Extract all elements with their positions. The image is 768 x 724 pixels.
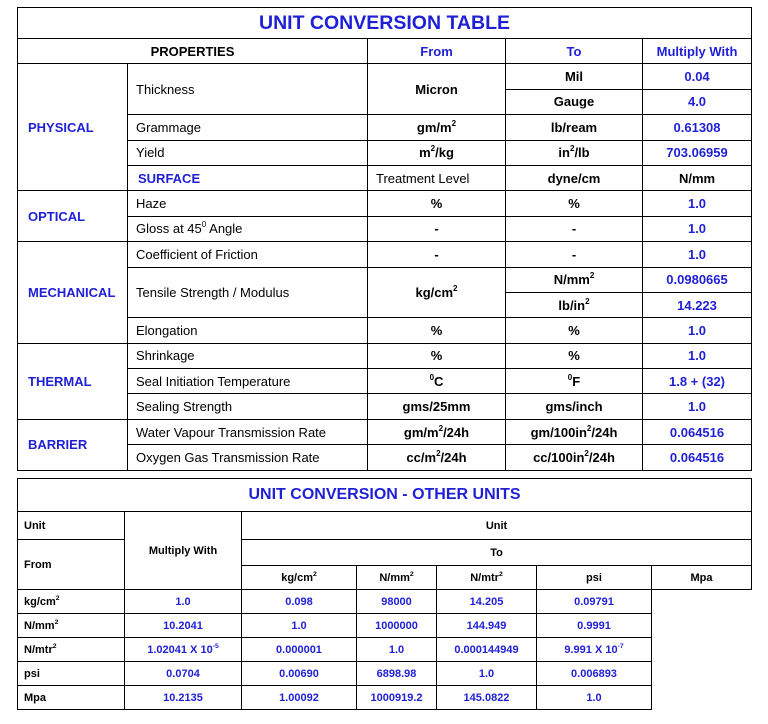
to-cell: $cc/100in^2/24h$ <box>506 445 643 470</box>
value-cell: 1000000 <box>357 614 437 638</box>
table-row <box>18 614 752 638</box>
property-cell: Grammage <box>128 115 368 140</box>
table-row <box>18 590 752 614</box>
value-cell: 1.0 <box>437 662 537 686</box>
multiply-cell: 703.06959 <box>643 140 752 165</box>
header-properties: PROPERTIES <box>18 39 368 64</box>
to-cell: Gauge <box>506 89 643 114</box>
value-cell: 98000 <box>357 590 437 614</box>
table-row <box>18 662 752 686</box>
table-row <box>18 267 752 292</box>
value-cell: 6898.98 <box>357 662 437 686</box>
to-cell: % <box>506 343 643 368</box>
to-cell: gms/inch <box>506 394 643 419</box>
value-cell: 0.098 <box>242 590 357 614</box>
row-label: psi <box>18 662 125 686</box>
column-header: N/mtr$^2$ <box>437 566 537 590</box>
value-cell: 9.991 X $10^{-7}$ <box>537 638 652 662</box>
value-cell: 14.205 <box>437 590 537 614</box>
value-cell: 0.000144949 <box>437 638 537 662</box>
multiply-cell: 1.0 <box>643 318 752 343</box>
to-cell: $gm/100in^2/24h$ <box>506 419 643 444</box>
value-cell: 1.0 <box>357 638 437 662</box>
to-label: To <box>242 540 752 566</box>
from-cell: $^0$C <box>368 369 506 394</box>
multiply-with-label: Multiply With <box>125 512 242 590</box>
to-cell: $in^2/lb$ <box>506 140 643 165</box>
category-mechanical: MECHANICAL <box>18 242 128 344</box>
column-header: psi <box>537 566 652 590</box>
value-cell: 1000919.2 <box>357 686 437 710</box>
property-cell: Shrinkage <box>128 343 368 368</box>
to-cell: $^0$F <box>506 369 643 394</box>
multiply-cell: 14.223 <box>643 292 752 317</box>
property-cell: Coefficient of Friction <box>128 242 368 267</box>
property-cell: Oxygen Gas Transmission Rate <box>128 445 368 470</box>
row-label: $kg/cm^2$ <box>18 590 125 614</box>
property-cell: Thickness <box>128 64 368 115</box>
value-cell: 10.2041 <box>125 614 242 638</box>
property-cell: Yield <box>128 140 368 165</box>
multiply-cell: 1.0 <box>643 394 752 419</box>
from-label: From <box>18 540 125 590</box>
to-cell: lb/ream <box>506 115 643 140</box>
to-cell: Mil <box>506 64 643 89</box>
category-optical: OPTICAL <box>18 191 128 242</box>
property-cell: Haze <box>128 191 368 216</box>
table-row <box>18 419 752 444</box>
from-cell: - <box>368 242 506 267</box>
property-cell: Sealing Strength <box>128 394 368 419</box>
value-cell: 1.00092 <box>242 686 357 710</box>
table-row <box>18 318 752 343</box>
unit-conversion-table <box>17 7 752 471</box>
to-cell: % <box>506 318 643 343</box>
table-row <box>18 216 752 241</box>
multiply-cell: 4.0 <box>643 89 752 114</box>
property-cell: Gloss at $45^0$ Angle <box>128 216 368 241</box>
value-cell: 0.0704 <box>125 662 242 686</box>
table-row <box>18 394 752 419</box>
from-cell: $cc/m^2/24h$ <box>368 445 506 470</box>
table-row <box>18 686 752 710</box>
from-cell: $kg/cm^2$ <box>368 267 506 318</box>
property-cell: Seal Initiation Temperature <box>128 369 368 394</box>
multiply-cell: 1.8 + (32) <box>643 369 752 394</box>
value-cell: 0.09791 <box>537 590 652 614</box>
property-cell: Treatment Level <box>368 165 506 190</box>
multiply-cell: 1.0 <box>643 191 752 216</box>
table-row <box>18 445 752 470</box>
header-from: From <box>368 39 506 64</box>
table-row <box>18 140 752 165</box>
to-cell: $N/mm^2$ <box>506 267 643 292</box>
table-title: UNIT CONVERSION TABLE <box>18 8 752 39</box>
to-cell: - <box>506 216 643 241</box>
from-cell: $gm/m^2$ <box>368 115 506 140</box>
table-row <box>18 638 752 662</box>
to-cell: % <box>506 191 643 216</box>
value-cell: 145.0822 <box>437 686 537 710</box>
table-title: UNIT CONVERSION - OTHER UNITS <box>18 479 752 512</box>
category-surface: SURFACE <box>128 165 368 190</box>
category-thermal: THERMAL <box>18 343 128 419</box>
value-cell: 0.9991 <box>537 614 652 638</box>
property-cell: Water Vapour Transmission Rate <box>128 419 368 444</box>
multiply-cell: 1.0 <box>643 216 752 241</box>
from-cell: % <box>368 191 506 216</box>
value-cell: 1.0 <box>537 686 652 710</box>
category-barrier: BARRIER <box>18 419 128 470</box>
other-units-table <box>17 478 752 710</box>
multiply-cell: 0.61308 <box>643 115 752 140</box>
value-cell: 0.000001 <box>242 638 357 662</box>
multiply-cell: 0.0980665 <box>643 267 752 292</box>
to-cell: - <box>506 242 643 267</box>
from-cell: $m^2/kg$ <box>368 140 506 165</box>
multiply-cell: 0.064516 <box>643 419 752 444</box>
multiply-cell: 1.0 <box>643 343 752 368</box>
row-label: N/mtr$^2$ <box>18 638 125 662</box>
category-physical: PHYSICAL <box>18 64 128 191</box>
from-cell: % <box>368 318 506 343</box>
value-cell: 0.00690 <box>242 662 357 686</box>
table-row <box>18 242 752 267</box>
table-row <box>18 165 752 190</box>
table-row <box>18 343 752 368</box>
value-cell: 1.0 <box>125 590 242 614</box>
table-row <box>18 369 752 394</box>
header-to: To <box>506 39 643 64</box>
row-label: $N/mm^2$ <box>18 614 125 638</box>
to-cell: $lb/in^2$ <box>506 292 643 317</box>
column-header: $kg/cm^2$ <box>242 566 357 590</box>
column-header: Mpa <box>652 566 752 590</box>
header-multiply-with: Multiply With <box>643 39 752 64</box>
value-cell: 10.2135 <box>125 686 242 710</box>
multiply-cell: 0.04 <box>643 64 752 89</box>
table-row <box>18 115 752 140</box>
from-cell: gms/25mm <box>368 394 506 419</box>
unit-label: Unit <box>18 512 125 540</box>
from-cell: % <box>368 343 506 368</box>
property-cell: Elongation <box>128 318 368 343</box>
from-cell: Micron <box>368 64 506 115</box>
from-cell: dyne/cm <box>506 165 643 190</box>
property-cell: Tensile Strength / Modulus <box>128 267 368 318</box>
multiply-cell: 1.0 <box>643 242 752 267</box>
value-cell: 1.0 <box>242 614 357 638</box>
unit-label-right: Unit <box>242 512 752 540</box>
value-cell: 144.949 <box>437 614 537 638</box>
from-cell: - <box>368 216 506 241</box>
column-header: $N/mm^2$ <box>357 566 437 590</box>
multiply-cell: 0.064516 <box>643 445 752 470</box>
table-row <box>18 64 752 89</box>
table-row <box>18 191 752 216</box>
value-cell: 1.02041 X $10^{-5}$ <box>125 638 242 662</box>
to-cell: N/mm <box>643 165 752 190</box>
value-cell: 0.006893 <box>537 662 652 686</box>
from-cell: $gm/m^2/24h$ <box>368 419 506 444</box>
row-label: Mpa <box>18 686 125 710</box>
